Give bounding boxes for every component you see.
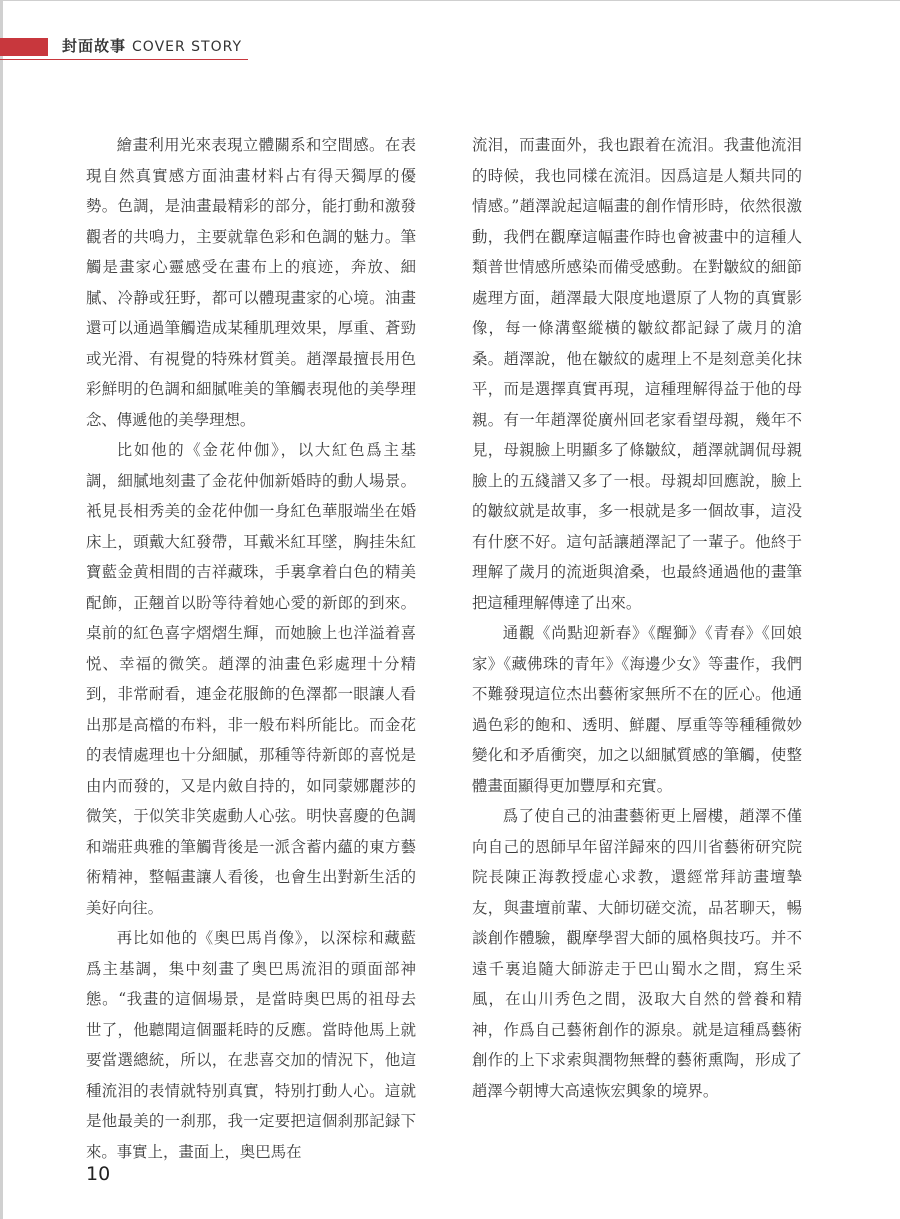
- section-title-zh: 封面故事: [62, 37, 127, 55]
- paragraph-continued: 流泪，而畫面外，我也跟着在流泪。我畫他流泪的時候，我也同樣在流泪。因爲這是人類共同的情感。”趙澤說起這幅畫的創作情形時，依然很激動，我們在觀摩這幅畫作時也會被畫中的這種人類普世情感所感染而備受感動。在對皺紋的細節處理方面，趙澤最大限度地還原了人物的真實影像，每一條溝壑縱橫的皺紋都記録了歲月的滄桑。趙澤說，他在皺紋的處理上不是刻意美化抹平，而是選擇真實再現，這種理解得益于他的母親。有一年趙澤從廣州回老家看望母親，幾年不見，母親臉上明顯多了條皺紋，趙澤就調侃母親臉上的五綫譜又多了一根。母親却回應說，臉上的皺紋就是故事，多一根就是多一個故事，這没有什麽不好。這句話讓趙澤記了一輩子。他終于理解了歲月的流逝與滄桑，也最終通過他的畫筆把這種理解傳達了出來。: [472, 136, 802, 612]
- page-number: 10: [86, 1163, 111, 1185]
- paragraph: 爲了使自己的油畫藝術更上層樓，趙澤不僅向自己的恩師早年留洋歸來的四川省藝術研究院院長陳正海教授虚心求教，還經常拜訪畫壇摯友，與畫壇前輩、大師切磋交流，品茗聊天，暢談創作體驗，觀摩學習大師的風格與技巧。并不遠千裏追隨大師游走于巴山蜀水之間，寫生采風，在山川秀色之間，汲取大自然的營養和精神，作爲自己藝術創作的源泉。就是這種爲藝術創作的上下求索與潤物無聲的藝術熏陶，形成了趙澤今朝博大高遠恢宏興象的境界。: [472, 807, 802, 1100]
- paragraph: 通觀《尚點迎新春》《醒獅》《青春》《回娘家》《藏佛珠的青年》《海邊少女》等畫作，我們不難發現這位杰出藝術家無所不在的匠心。他通過色彩的飽和、透明、鮮麗、厚重等等種種微妙變化和矛盾衝突，加之以細膩質感的筆觸，使整體畫面顯得更加豐厚和充實。: [472, 624, 802, 795]
- article-column-left: [86, 130, 416, 1167]
- paragraph: 再比如他的《奥巴馬肖像》，以深棕和藏藍爲主基調，集中刻畫了奥巴馬流泪的頭面部神態。“我畫的這個場景，是當時奥巴馬的祖母去世了，他聽聞這個噩耗時的反應。當時他馬上就要當選總統，所以，在悲喜交加的情況下，他這種流泪的表情就特别真實，特别打動人心。這就是他最美的一刹那，我一定要把這個刹那記録下來。事實上，畫面上，奥巴馬在: [86, 929, 416, 1161]
- paragraph: 繪畫利用光來表現立體關系和空間感。在表現自然真實感方面油畫材料占有得天獨厚的優勢。色調，是油畫最精彩的部分，能打動和激發觀者的共鳴力，主要就靠色彩和色調的魅力。筆觸是畫家心靈感受在畫布上的痕迹，奔放、細膩、冷静或狂野，都可以體現畫家的心境。油畫還可以通過筆觸造成某種肌理效果，厚重、蒼勁或光滑、有視覺的特殊材質美。趙澤最擅長用色彩鮮明的色調和細膩唯美的筆觸表現他的美學理念、傳遞他的美學理想。: [86, 136, 416, 429]
- paragraph: 比如他的《金花仲伽》，以大紅色爲主基調，細膩地刻畫了金花仲伽新婚時的動人場景。衹見長相秀美的金花仲伽一身紅色華服端坐在婚床上，頭戴大紅發帶，耳戴米紅耳墜，胸挂朱紅寶藍金黄相間的吉祥藏珠，手裏拿着白色的精美配飾，正翹首以盼等待着她心愛的新郎的到來。桌前的紅色喜字熠熠生輝，而她臉上也洋溢着喜悦、幸福的微笑。趙澤的油畫色彩處理十分精到，非常耐看，連金花服飾的色澤都一眼讓人看出那是高檔的布料，非一般布料所能比。而金花的表情處理也十分細膩，那種等待新郎的喜悦是由内而發的，又是内斂自持的，如同蒙娜麗莎的微笑，于似笑非笑處動人心弦。明快喜慶的色調和端莊典雅的筆觸背後是一派含蓄内蘊的東方藝術精神，整幅畫讓人看後，也會生出對新生活的美好向往。: [86, 441, 416, 917]
- section-title-en: COVER STORY: [132, 39, 243, 55]
- page-spine: [0, 0, 3, 1219]
- top-rule: [0, 0, 900, 1]
- section-header: [62, 35, 242, 57]
- article-column-right: [472, 130, 802, 1106]
- section-accent-bar: [0, 38, 48, 56]
- section-underline: [0, 59, 248, 60]
